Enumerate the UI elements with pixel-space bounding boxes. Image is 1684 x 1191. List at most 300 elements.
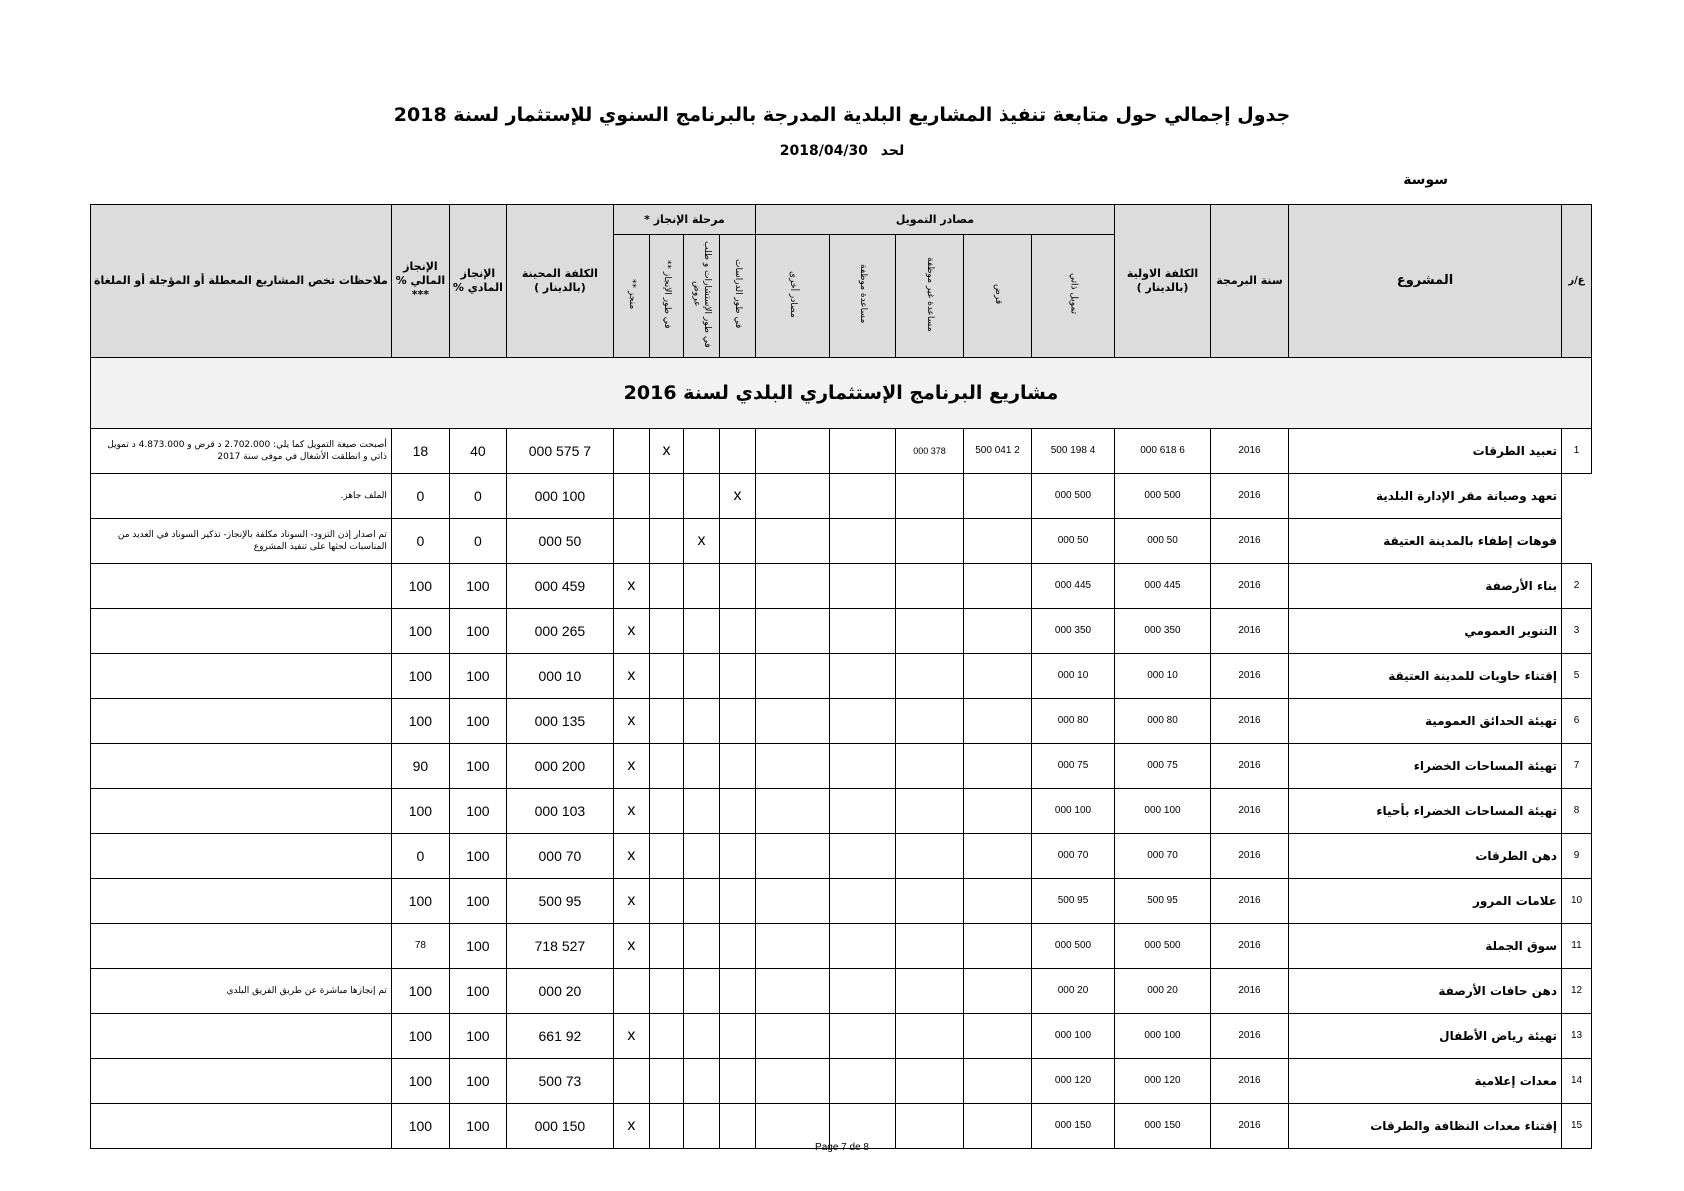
stage-progress-label: في طور الإنجاز ** — [661, 259, 672, 329]
project-name: إقتناء معدات النظافة والطرقات — [1289, 1103, 1562, 1148]
updated-cost: 70 000 — [506, 833, 613, 878]
programming-year: 2016 — [1211, 518, 1289, 563]
physical-percent: 100 — [449, 608, 506, 653]
unallocated-aid — [896, 653, 964, 698]
stage-study-mark — [719, 1058, 755, 1103]
initial-cost: 20 000 — [1115, 968, 1211, 1013]
stage-tender-mark — [683, 1058, 719, 1103]
financial-percent: 18 — [391, 428, 449, 473]
allocated-aid — [830, 608, 896, 653]
allocated-aid — [830, 1058, 896, 1103]
remarks — [90, 788, 391, 833]
table-row — [90, 1058, 1591, 1103]
col-header-remarks: ملاحظات تخص المشاريع المعطلة أو المؤجلة أو الملغاة — [90, 205, 391, 358]
other-sources — [755, 878, 829, 923]
programming-year: 2016 — [1211, 653, 1289, 698]
stage-study-mark — [719, 788, 755, 833]
project-name: معدات إعلامية — [1289, 1058, 1562, 1103]
updated-cost: 7 575 000 — [506, 428, 613, 473]
project-name: إقتناء حاويات للمدينة العتيقة — [1289, 653, 1562, 698]
financial-percent: 0 — [391, 833, 449, 878]
stage-progress-mark — [649, 788, 683, 833]
self-funding: 75 000 — [1032, 743, 1115, 788]
row-index: 2 — [1562, 563, 1592, 608]
initial-cost: 70 000 — [1115, 833, 1211, 878]
stage-done-mark: x — [613, 878, 649, 923]
allocated-aid — [830, 968, 896, 1013]
stage-progress-mark — [649, 563, 683, 608]
other-sources — [755, 923, 829, 968]
row-index: 1 — [1562, 428, 1592, 473]
col-header-stage-study — [719, 235, 755, 358]
row-index — [1562, 473, 1592, 518]
self-funding: 445 000 — [1032, 563, 1115, 608]
financial-percent: 100 — [391, 653, 449, 698]
row-index: 11 — [1562, 923, 1592, 968]
col-header-loan — [964, 235, 1032, 358]
table-row — [90, 653, 1591, 698]
unallocated-aid-label: مساعدة غير موظفة — [924, 256, 935, 332]
programming-year: 2016 — [1211, 608, 1289, 653]
initial-cost: 500 000 — [1115, 473, 1211, 518]
row-index: 7 — [1562, 743, 1592, 788]
initial-cost: 120 000 — [1115, 1058, 1211, 1103]
remarks — [90, 923, 391, 968]
updated-cost: 103 000 — [506, 788, 613, 833]
projects-table-body — [90, 357, 1591, 1148]
loan-amount — [964, 1058, 1032, 1103]
stage-done-mark: x — [613, 563, 649, 608]
unallocated-aid — [896, 563, 964, 608]
programming-year: 2016 — [1211, 428, 1289, 473]
allocated-aid — [830, 698, 896, 743]
date-line — [0, 143, 1684, 159]
stage-tender-mark — [683, 563, 719, 608]
initial-cost: 95 500 — [1115, 878, 1211, 923]
other-sources — [755, 428, 829, 473]
remarks — [90, 698, 391, 743]
table-row — [90, 833, 1591, 878]
remarks — [90, 743, 391, 788]
programming-year: 2016 — [1211, 923, 1289, 968]
stage-study-label: في طور الدراسات — [732, 259, 743, 329]
project-name: سوق الجملة — [1289, 923, 1562, 968]
date-label: لحد — [880, 143, 905, 159]
allocated-aid — [830, 743, 896, 788]
programming-year: 2016 — [1211, 1013, 1289, 1058]
initial-cost: 6 618 000 — [1115, 428, 1211, 473]
table-row — [90, 518, 1591, 563]
initial-cost: 445 000 — [1115, 563, 1211, 608]
stage-progress-mark — [649, 878, 683, 923]
stage-progress-mark: x — [649, 428, 683, 473]
financial-percent: 0 — [391, 473, 449, 518]
stage-tender-mark — [683, 608, 719, 653]
financial-percent: 100 — [391, 608, 449, 653]
remarks — [90, 563, 391, 608]
self-funding: 100 000 — [1032, 788, 1115, 833]
stage-done-mark: x — [613, 608, 649, 653]
col-header-unallocated-aid — [896, 235, 964, 358]
stage-progress-mark — [649, 833, 683, 878]
physical-percent: 100 — [449, 788, 506, 833]
stage-tender-mark — [683, 968, 719, 1013]
programming-year: 2016 — [1211, 1103, 1289, 1148]
col-header-financial: الإنجاز المالي % *** — [391, 205, 449, 358]
stage-study-mark — [719, 923, 755, 968]
col-header-physical: الإنجاز المادي % — [449, 205, 506, 358]
table-row — [90, 878, 1591, 923]
updated-cost: 50 000 — [506, 518, 613, 563]
allocated-aid — [830, 653, 896, 698]
unallocated-aid — [896, 473, 964, 518]
remarks — [90, 878, 391, 923]
unallocated-aid — [896, 878, 964, 923]
stage-done-mark: x — [613, 743, 649, 788]
other-sources — [755, 968, 829, 1013]
loan-label: قرض — [992, 283, 1003, 305]
stage-done-mark: x — [613, 698, 649, 743]
project-name: فوهات إطفاء بالمدينة العتيقة — [1289, 518, 1562, 563]
other-sources — [755, 743, 829, 788]
loan-amount — [964, 653, 1032, 698]
stage-progress-mark — [649, 968, 683, 1013]
allocated-aid-label: مساعدة موظفة — [857, 264, 868, 324]
other-sources — [755, 788, 829, 833]
allocated-aid — [830, 473, 896, 518]
stage-done-mark — [613, 473, 649, 518]
stage-study-mark — [719, 878, 755, 923]
self-funding: 350 000 — [1032, 608, 1115, 653]
programming-year: 2016 — [1211, 968, 1289, 1013]
self-funding: 150 000 — [1032, 1103, 1115, 1148]
stage-tender-mark — [683, 743, 719, 788]
programming-year: 2016 — [1211, 788, 1289, 833]
stage-progress-mark — [649, 1013, 683, 1058]
physical-percent: 100 — [449, 563, 506, 608]
stage-study-mark — [719, 518, 755, 563]
col-header-other-sources — [755, 235, 829, 358]
section-title: مشاريع البرنامج الإستثماري البلدي لسنة 2016 — [90, 357, 1591, 428]
document-title: جدول إجمالي حول متابعة تنفيذ المشاريع البلدية المدرجة بالبرنامج السنوي للإستثمار لسنة 2018 — [393, 104, 1291, 126]
updated-cost: 265 000 — [506, 608, 613, 653]
stage-study-mark — [719, 743, 755, 788]
allocated-aid — [830, 1013, 896, 1058]
self-funding: 100 000 — [1032, 1013, 1115, 1058]
updated-cost: 73 500 — [506, 1058, 613, 1103]
updated-cost: 200 000 — [506, 743, 613, 788]
stage-tender-mark — [683, 878, 719, 923]
allocated-aid — [830, 923, 896, 968]
project-name: دهن الطرقات — [1289, 833, 1562, 878]
updated-cost: 95 500 — [506, 878, 613, 923]
row-index: 6 — [1562, 698, 1592, 743]
self-funding: 70 000 — [1032, 833, 1115, 878]
programming-year: 2016 — [1211, 698, 1289, 743]
stage-progress-mark — [649, 608, 683, 653]
programming-year: 2016 — [1211, 878, 1289, 923]
loan-amount — [964, 1013, 1032, 1058]
project-name: دهن حافات الأرصفة — [1289, 968, 1562, 1013]
self-funding: 80 000 — [1032, 698, 1115, 743]
col-header-updated-cost: الكلفة المحينة (بالدينار ) — [506, 205, 613, 358]
row-index: 3 — [1562, 608, 1592, 653]
stage-study-mark — [719, 428, 755, 473]
physical-percent: 0 — [449, 518, 506, 563]
project-name: تعهد وصيانة مقر الإدارة البلدية — [1289, 473, 1562, 518]
allocated-aid — [830, 563, 896, 608]
table-row — [90, 923, 1591, 968]
col-header-year: سنة البرمجة — [1211, 205, 1289, 358]
self-funding: 500 000 — [1032, 923, 1115, 968]
physical-percent: 100 — [449, 1103, 506, 1148]
physical-percent: 100 — [449, 878, 506, 923]
loan-amount — [964, 878, 1032, 923]
row-index — [1562, 518, 1592, 563]
unallocated-aid — [896, 833, 964, 878]
physical-percent: 40 — [449, 428, 506, 473]
loan-amount — [964, 743, 1032, 788]
other-sources — [755, 608, 829, 653]
remarks: الملف جاهز. — [90, 473, 391, 518]
stage-tender-mark — [683, 833, 719, 878]
project-name: تعبيد الطرقات — [1289, 428, 1562, 473]
programming-year: 2016 — [1211, 473, 1289, 518]
updated-cost: 92 661 — [506, 1013, 613, 1058]
financial-percent: 100 — [391, 1013, 449, 1058]
stage-done-mark: x — [613, 1103, 649, 1148]
col-header-index: ع/ر — [1562, 205, 1592, 358]
initial-cost: 50 000 — [1115, 518, 1211, 563]
col-header-stage-done — [613, 235, 649, 358]
remarks — [90, 833, 391, 878]
stage-tender-mark — [683, 788, 719, 833]
self-funding: 500 000 — [1032, 473, 1115, 518]
projects-table-wrapper — [93, 204, 1592, 1149]
section-row — [90, 357, 1591, 428]
stage-study-mark — [719, 833, 755, 878]
updated-cost: 20 000 — [506, 968, 613, 1013]
self-funding: 50 000 — [1032, 518, 1115, 563]
loan-amount — [964, 923, 1032, 968]
updated-cost: 459 000 — [506, 563, 613, 608]
allocated-aid — [830, 518, 896, 563]
row-index: 15 — [1562, 1103, 1592, 1148]
other-sources — [755, 698, 829, 743]
financial-percent: 78 — [391, 923, 449, 968]
table-row — [90, 743, 1591, 788]
stage-study-mark — [719, 608, 755, 653]
unallocated-aid — [896, 518, 964, 563]
col-header-stage-tender — [683, 235, 719, 358]
physical-percent: 0 — [449, 473, 506, 518]
municipality-name: سوسة — [1403, 172, 1448, 188]
table-row — [90, 473, 1591, 518]
remarks: تم اصدار إذن التزود- السوناد مكلفة بالإنجاز- تذكير السوناد في العديد من المناسبات لحثها على تنفيذ المشروع — [90, 518, 391, 563]
col-header-allocated-aid — [830, 235, 896, 358]
physical-percent: 100 — [449, 923, 506, 968]
allocated-aid — [830, 833, 896, 878]
stage-tender-label: في طور الإستشارات و طلب عروض — [691, 240, 713, 348]
unallocated-aid — [896, 608, 964, 653]
other-sources-label: مصادر أخرى — [787, 270, 798, 318]
row-index: 10 — [1562, 878, 1592, 923]
physical-percent: 100 — [449, 1013, 506, 1058]
row-index: 8 — [1562, 788, 1592, 833]
self-funding: 10 000 — [1032, 653, 1115, 698]
stage-study-mark: x — [719, 473, 755, 518]
stage-done-mark: x — [613, 788, 649, 833]
other-sources — [755, 1058, 829, 1103]
other-sources — [755, 473, 829, 518]
physical-percent: 100 — [449, 833, 506, 878]
stage-done-label: منجز ** — [626, 278, 637, 310]
financial-percent: 0 — [391, 518, 449, 563]
remarks: أصبحت صيغة التمويل كما يلي: 2.702.000 د قرض و 4.873.000 د تمويل ذاتي و انطلقت الأشغال في موفى سنة 2017 — [90, 428, 391, 473]
loan-amount — [964, 563, 1032, 608]
project-name: تهيئة الحدائق العمومية — [1289, 698, 1562, 743]
col-header-completion-stage: مرحلة الإنجاز * — [613, 205, 755, 235]
unallocated-aid: 378 000 — [896, 428, 964, 473]
col-header-self-funding — [1032, 235, 1115, 358]
other-sources — [755, 563, 829, 608]
stage-tender-mark — [683, 698, 719, 743]
loan-amount — [964, 608, 1032, 653]
updated-cost: 10 000 — [506, 653, 613, 698]
physical-percent: 100 — [449, 968, 506, 1013]
programming-year: 2016 — [1211, 833, 1289, 878]
updated-cost: 150 000 — [506, 1103, 613, 1148]
initial-cost: 10 000 — [1115, 653, 1211, 698]
stage-progress-mark — [649, 1058, 683, 1103]
loan-amount — [964, 698, 1032, 743]
stage-done-mark: x — [613, 1013, 649, 1058]
initial-cost: 150 000 — [1115, 1103, 1211, 1148]
row-index: 12 — [1562, 968, 1592, 1013]
allocated-aid — [830, 878, 896, 923]
self-funding: 95 500 — [1032, 878, 1115, 923]
loan-amount — [964, 968, 1032, 1013]
self-funding: 120 000 — [1032, 1058, 1115, 1103]
stage-done-mark: x — [613, 923, 649, 968]
stage-tender-mark — [683, 653, 719, 698]
other-sources — [755, 833, 829, 878]
stage-tender-mark — [683, 473, 719, 518]
table-row — [90, 563, 1591, 608]
project-name: تهيئة المساحات الخضراء بأحياء — [1289, 788, 1562, 833]
stage-progress-mark — [649, 743, 683, 788]
col-header-funding-sources: مصادر التمويل — [755, 205, 1114, 235]
stage-done-mark — [613, 518, 649, 563]
page-number: Page 7 de 8 — [815, 1142, 869, 1153]
initial-cost: 80 000 — [1115, 698, 1211, 743]
programming-year: 2016 — [1211, 563, 1289, 608]
unallocated-aid — [896, 1013, 964, 1058]
stage-tender-mark — [683, 1013, 719, 1058]
stage-done-mark: x — [613, 653, 649, 698]
allocated-aid — [830, 788, 896, 833]
unallocated-aid — [896, 968, 964, 1013]
stage-done-mark — [613, 1058, 649, 1103]
other-sources — [755, 653, 829, 698]
table-row — [90, 428, 1591, 473]
col-header-initial-cost: الكلفة الاولية (بالدينار ) — [1115, 205, 1211, 358]
self-funding: 4 198 500 — [1032, 428, 1115, 473]
remarks: تم إنجازها مباشرة عن طريق الفريق البلدي — [90, 968, 391, 1013]
stage-tender-mark — [683, 428, 719, 473]
financial-percent: 100 — [391, 1058, 449, 1103]
unallocated-aid — [896, 743, 964, 788]
project-name: علامات المرور — [1289, 878, 1562, 923]
financial-percent: 100 — [391, 1103, 449, 1148]
table-row — [90, 698, 1591, 743]
remarks — [90, 1058, 391, 1103]
remarks — [90, 608, 391, 653]
row-index: 13 — [1562, 1013, 1592, 1058]
physical-percent: 100 — [449, 743, 506, 788]
stage-study-mark — [719, 698, 755, 743]
stage-progress-mark — [649, 518, 683, 563]
loan-amount — [964, 518, 1032, 563]
col-header-stage-progress — [649, 235, 683, 358]
project-name: التنوير العمومي — [1289, 608, 1562, 653]
project-name: تهيئة رياض الأطفال — [1289, 1013, 1562, 1058]
initial-cost: 350 000 — [1115, 608, 1211, 653]
financial-percent: 100 — [391, 788, 449, 833]
table-row — [90, 608, 1591, 653]
loan-amount — [964, 833, 1032, 878]
stage-done-mark: x — [613, 833, 649, 878]
physical-percent: 100 — [449, 653, 506, 698]
financial-percent: 100 — [391, 563, 449, 608]
stage-progress-mark — [649, 473, 683, 518]
unallocated-aid — [896, 923, 964, 968]
loan-amount — [964, 473, 1032, 518]
unallocated-aid — [896, 698, 964, 743]
initial-cost: 100 000 — [1115, 788, 1211, 833]
self-funding: 20 000 — [1032, 968, 1115, 1013]
table-row — [90, 1013, 1591, 1058]
self-funding-label: تمويل ذاتي — [1068, 273, 1079, 315]
stage-done-mark — [613, 968, 649, 1013]
stage-progress-mark — [649, 923, 683, 968]
stage-study-mark — [719, 1013, 755, 1058]
stage-done-mark — [613, 428, 649, 473]
updated-cost: 100 000 — [506, 473, 613, 518]
row-index: 9 — [1562, 833, 1592, 878]
remarks — [90, 1013, 391, 1058]
initial-cost: 75 000 — [1115, 743, 1211, 788]
physical-percent: 100 — [449, 698, 506, 743]
projects-table — [90, 204, 1592, 1149]
stage-progress-mark — [649, 653, 683, 698]
physical-percent: 100 — [449, 1058, 506, 1103]
updated-cost: 135 000 — [506, 698, 613, 743]
allocated-aid — [830, 428, 896, 473]
stage-study-mark — [719, 563, 755, 608]
loan-amount: 2 041 500 — [964, 428, 1032, 473]
programming-year: 2016 — [1211, 1058, 1289, 1103]
stage-study-mark — [719, 653, 755, 698]
financial-percent: 100 — [391, 878, 449, 923]
updated-cost: 527 718 — [506, 923, 613, 968]
project-name: تهيئة المساحات الخضراء — [1289, 743, 1562, 788]
table-row — [90, 788, 1591, 833]
unallocated-aid — [896, 788, 964, 833]
row-index: 14 — [1562, 1058, 1592, 1103]
remarks — [90, 653, 391, 698]
col-header-project: المشروع — [1289, 205, 1562, 358]
